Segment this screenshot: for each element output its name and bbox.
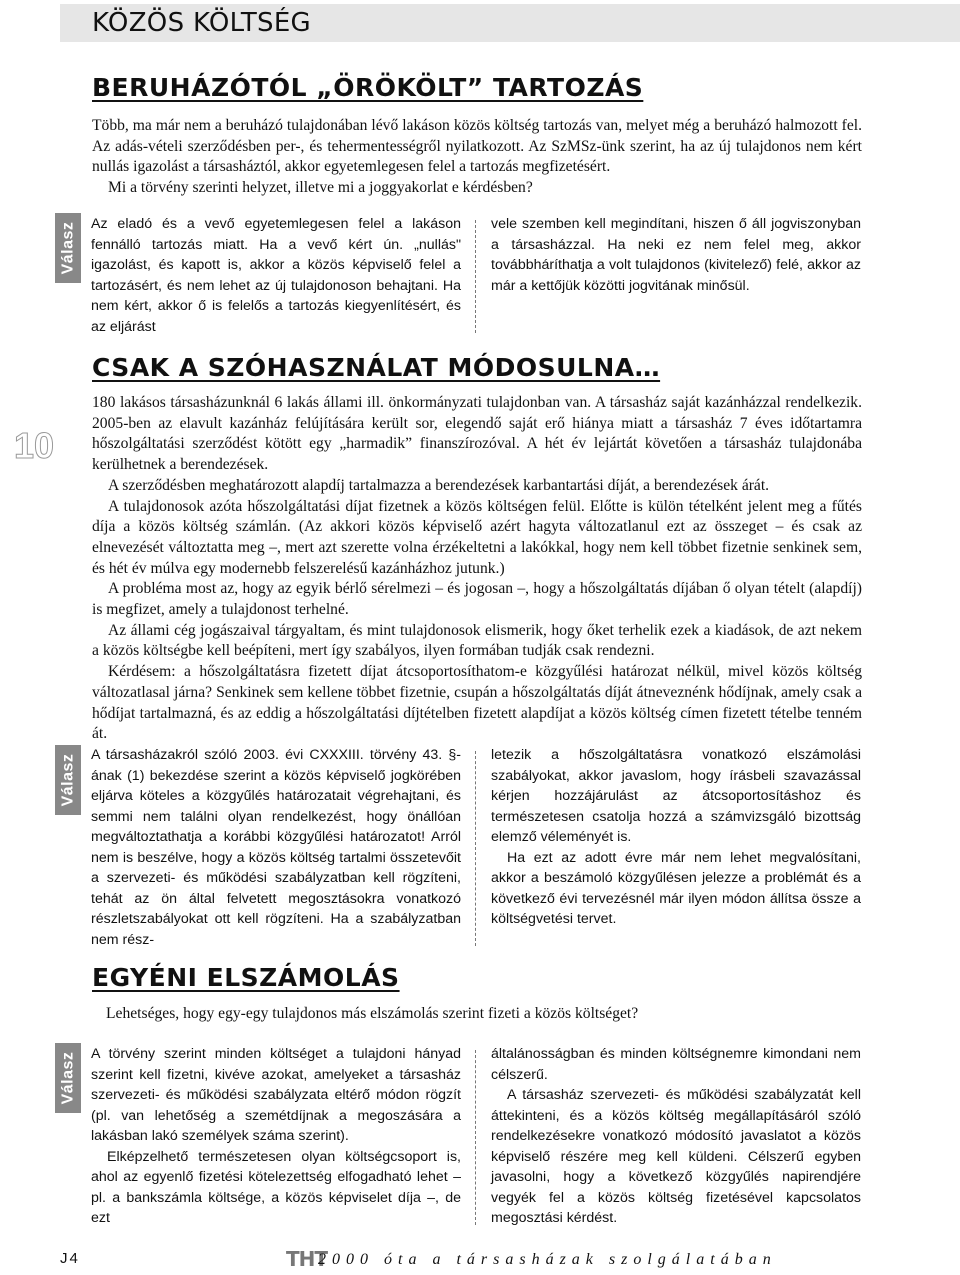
answer-paragraph: A társasház szervezeti- és működési szabályzatát kell áttekinteni, és a közös költség megállapításáról szóló rendelkezésekre vonatkozó módosító javaslatot a közös képviselő részére meg kell küldeni. Célszerű egyben javasolni, hogy a következő közgyűlés napirendjére vegyék fel a közös költség fizetésével kapcsolatos megosztási kérdést. [491, 1087, 861, 1226]
tht-logo: THT [286, 1247, 328, 1271]
question-3 [106, 1004, 866, 1025]
answer-1 [91, 214, 861, 337]
question-paragraph: A tulajdonosok azóta hőszolgáltatási díjat fizetnek a közös költségen felül. Előtte is külön tételként jelent meg a fűtés díja a közös költség számlán. (Az akkori közös képviselő azért hagyta változatlanul ezt az összeget – és csak az elnevezését változtatta meg –, mert azt szerette volna érzékeltetni a lakókkal, hogy nem kell többet fizetnie senkinek sem, és hét év múlva egy modernebb felszerelésű kazánházhoz jutunk.) [92, 497, 862, 577]
answer-2 [91, 745, 861, 950]
answer-paragraph: általánosságban és minden költségnemre kimondani nem célszerű. [491, 1046, 861, 1083]
question-2 [92, 393, 862, 745]
question-1 [92, 116, 862, 199]
section-title-3: EGYÉNI ELSZÁMOLÁS [92, 963, 400, 992]
question-paragraph: Az állami cég jogászaival tárgyaltam, és mint tulajdonosok elismerik, hogy őket terhelik ezek a kiadások, de azt nekem a közös költségbe kell beépíteni, mert így szabályos, ilyen formában tudják csak rendezni. [92, 621, 862, 660]
question-paragraph: Lehetséges, hogy egy-egy tulajdonos más elszámolás szerint fizeti a közös költséget? [106, 1005, 639, 1022]
answer-column-left [91, 1044, 461, 1229]
answer-column-right [491, 214, 861, 337]
column-divider [461, 1044, 491, 1229]
answer-column-left [91, 214, 461, 337]
answer-paragraph: Az eladó és a vevő egyetemlegesen felel a lakáson fennálló tartozás miatt. Ha a vevő kért ún. „nullás" igazolást, és kapott is, akkor a közös képviselő felel a tartozásért, és nem lehet az új tulajdonoson behajtani. Ha nem kért, akkor ő is felelős a tartozás kiegyenlítésért, és az eljárást [91, 216, 461, 335]
answer-paragraph: Ha ezt az adott évre már nem lehet megvalósítani, akkor a beszámoló közgyűlésen jelezze a problémát és a következő évi tervezésnél már ilyen módon állítsa össze a költségvetési tervet. [491, 849, 861, 927]
header-title: KÖZÖS KÖLTSÉG [92, 8, 311, 38]
column-divider [461, 214, 491, 337]
page-number: 10 [14, 425, 55, 466]
answer-paragraph: vele szemben kell megindítani, hiszen ő áll jogviszonyban a társasházzal. Ha neki ez nem felel meg, akkor továbbháríthatja a volt tulajdonos (kivitelező) felé, akkor az már a kettőjük közötti jogvitának minősül. [491, 216, 861, 294]
answer-paragraph: letezik a hőszolgáltatásra vonatkozó elszámolási szabályokat, akkor javaslom, hogy írásbeli szavazással kérjen hozzájárulást az átcsoportosításhoz és természetesen csatolja hozzá a számvizsgáló bizottság elemző véleményét is. [491, 747, 861, 845]
question-paragraph: Több, ma már nem a beruházó tulajdonában lévő lakáson közös költség tartozás van, melyet még a beruházó halmozott fel. Az adás-vételi szerződésben per-, és tehermentességről nyilatkozott. Az SzMSz-ünk szerint, ha az új tulajdonos nem kért nullás igazolást a társasháztól, akkor egyetemlegesen felel a tartozás megfizetésért. [92, 117, 862, 176]
column-divider [461, 745, 491, 950]
footer-code: J4 [60, 1250, 80, 1267]
section-title-2: CSAK A SZÓHASZNÁLAT MÓDOSULNA… [92, 353, 661, 382]
valasz-label-3: Válasz [55, 1043, 81, 1113]
question-paragraph: A szerződésben meghatározott alapdíj tartalmazza a berendezések karbantartási díját, a berendezések árát. [108, 476, 770, 494]
footer-slogan: 2000 óta a társasházak szolgálatában [318, 1251, 777, 1268]
answer-column-right [491, 1044, 861, 1229]
valasz-label-2: Válasz [55, 745, 81, 815]
answer-3 [91, 1044, 861, 1229]
answer-paragraph: Elképzelhető természetesen olyan költségcsoport is, ahol az egyenlő fizetési kötelezettség elfogadható lehet – pl. a bankszámla költsége, a közös képviselet díja –, de ezt [91, 1148, 461, 1226]
answer-column-right [491, 745, 861, 950]
valasz-label-1: Válasz [55, 213, 81, 283]
question-paragraph: A probléma most az, hogy az egyik bérlő sérelmezi – és jogosan –, hogy a hőszolgáltatás díjában ő olyan tételt (alapdíj) is megfizet, amely a tulajdonost terhelné. [92, 580, 862, 619]
section-title-1: BERUHÁZÓTÓL „ÖRÖKÖLT” TARTOZÁS [92, 73, 644, 102]
answer-paragraph: A társasházakról szóló 2003. évi CXXXIII. törvény 43. §-ának (1) bekezdése szerint a közös képviselő jogkörében eljárva köteles a közgyűlés határozatait végrehajtani, és semmi nem találni olyan rendelkezést, hogy önállóan megváltoztathatja a korábbi közgyűlési határozatot! Arról nem is beszélve, hogy a közös költség tartalmi összetevőit a szervezeti- és működési szabályzatban kell rögzíteni, tehát az ön által felvetett megosztásokra vonatkozó részletszabályokat ott kell rögzíteni. Ha a szabályzatban nem rész- [91, 747, 461, 948]
question-paragraph: Mi a törvény szerinti helyzet, illetve mi a joggyakorlat e kérdésben? [108, 179, 533, 197]
question-paragraph: 180 lakásos társasházunknál 6 lakás állami ill. önkormányzati tulajdonban van. A társasház saját kazánházzal rendelkezik. 2005-ben az elavult kazánház felújítására került sor, elegendő saját erő hiánya miatt a társasház 7 éves időtartamra hőszolgáltatási szerződést kötött egy „harmadik” finanszírozóval. A hét év lejártát követően a társasház tulajdonába kerülhetnek a berendezések. [92, 394, 862, 474]
answer-paragraph: A törvény szerint minden költséget a tulajdoni hányad szerint kell fizetni, kivéve azokat, amelyeket a társasház szervezeti- és működési szabályzata eltérő módon rögzít (pl. van lehetőség a szemétdíjnak a megoszására a lakásban lakó személyek száma szerint). [91, 1046, 461, 1144]
question-paragraph: Kérdésem: a hőszolgáltatásra fizetett díjat átcsoportosíthatom-e közgyűlési határozat nélkül, mivel közös költség változatlasal járna? Senkinek sem kellene többet fizetnie, csupán a hőszolgáltatás díját átneveznénk hődíjnak, amely csak a hődíjat tartalmazná, és az eddig a hőszolgáltatási díjtételben fizetett alapdíjat a közös költség címen fizetett tételbe tenném át. [92, 663, 862, 743]
answer-column-left [91, 745, 461, 950]
